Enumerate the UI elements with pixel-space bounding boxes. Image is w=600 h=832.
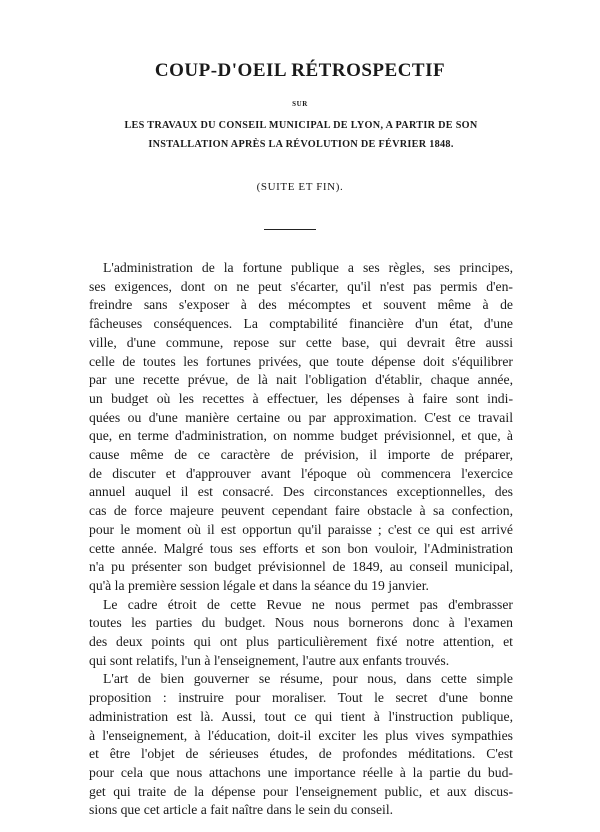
text-line: que, en terme d'administration, on nomme budget prévisionnel, et que, à bbox=[89, 428, 513, 444]
subtitle-line: INSTALLATION APRÈS LA RÉVOLUTION DE FÉVRIER 1848. bbox=[148, 139, 454, 150]
text-line: cette année. Malgré tous ses efforts et son bon vouloir, l'Administration bbox=[89, 540, 513, 556]
text-line: qui sont relatifs, l'un à l'enseignement, l'autre aux enfants trouvés. bbox=[89, 652, 450, 668]
text-line: Le cadre étroit de cette Revue ne nous permet pas d'embrasser bbox=[103, 596, 513, 612]
text-line: n'a pu présenter son budget prévisionnel de 1849, au conseil municipal, bbox=[89, 559, 513, 575]
subtitle-line: LES TRAVAUX DU CONSEIL MUNICIPAL DE LYON, A PARTIR DE SON bbox=[124, 120, 478, 131]
text-line: sions que cet article a fait naître dans le sein du conseil. bbox=[89, 802, 394, 818]
text-line: L'administration de la fortune publique a ses règles, ses principes, bbox=[103, 260, 513, 275]
text-line: cas de force majeure peuvent cependant faire obstacle à sa confection, bbox=[89, 503, 513, 519]
article-body bbox=[89, 259, 513, 820]
text-line: annuel auquel il est consacré. Des circonstances exceptionnelles, des bbox=[89, 484, 513, 500]
title-connector: SUR bbox=[292, 100, 308, 108]
text-line: pour cela que nous attachons une importance réelle à la partie du bud- bbox=[89, 764, 513, 780]
text-line: des deux points qui ont plus particulièrement fixé notre attention, et bbox=[89, 634, 513, 650]
text-line: ville, d'une commune, repose sur cette base, qui devrait être aussi bbox=[89, 334, 513, 350]
article-title: COUP-D'OEIL RÉTROSPECTIF bbox=[154, 60, 446, 81]
text-line: administration est là. Aussi, tout ce qui tient à l'instruction publique, bbox=[89, 708, 513, 724]
text-line: celle de toutes les fortunes privées, que toute dépense doit s'équilibrer bbox=[89, 353, 513, 369]
text-line: get qui traite de la dépense pour l'enseignement public, et aux discus- bbox=[89, 783, 513, 799]
paragraph bbox=[89, 259, 513, 596]
text-line: pour le moment où il est opportun qu'il paraisse ; c'est ce qui est arrivé bbox=[89, 521, 513, 537]
paragraph bbox=[89, 596, 513, 671]
text-line: à l'enseignement, à l'éducation, doit-il exciter les plus vives sympathies bbox=[89, 727, 513, 743]
paragraph bbox=[89, 670, 513, 820]
text-line: toutes les parties du budget. Nous nous bornerons donc à l'examen bbox=[89, 615, 513, 631]
text-line: quées ou d'une manière certaine ou par approximation. C'est ce travail bbox=[89, 409, 513, 425]
text-line: ses exigences, dont on ne peut s'écarter, qu'il n'est pas permis d'en- bbox=[89, 278, 513, 294]
text-line: fâcheuses conséquences. La comptabilité financière d'un état, d'une bbox=[89, 316, 513, 332]
text-line: de discuter et d'approuver avant l'époque où commencera l'exercice bbox=[89, 465, 513, 481]
article-subtitle bbox=[96, 116, 506, 154]
section-divider bbox=[264, 229, 316, 230]
text-line: et être l'objet de sérieuses études, de profondes méditations. C'est bbox=[89, 746, 513, 762]
text-line: un budget où les recettes à effectuer, les dépenses à faire sont indi- bbox=[89, 390, 513, 406]
text-line: par une recette prévue, de là nait l'obligation d'établir, chaque année, bbox=[89, 372, 513, 388]
text-line: proposition : instruire pour moraliser. Tout le secret d'une bonne bbox=[89, 690, 513, 706]
text-line: qu'à la première session légale et dans la séance du 19 janvier. bbox=[89, 577, 429, 593]
continuation-note: (SUITE ET FIN). bbox=[256, 181, 344, 193]
text-line: L'art de bien gouverner se résume, pour nous, dans cette simple bbox=[103, 671, 513, 687]
text-line: freindre sans s'exposer à des mécomptes et souvent même à de bbox=[89, 297, 513, 313]
text-line: cause même de ce caractère de prévision, il importe de préparer, bbox=[89, 447, 513, 463]
